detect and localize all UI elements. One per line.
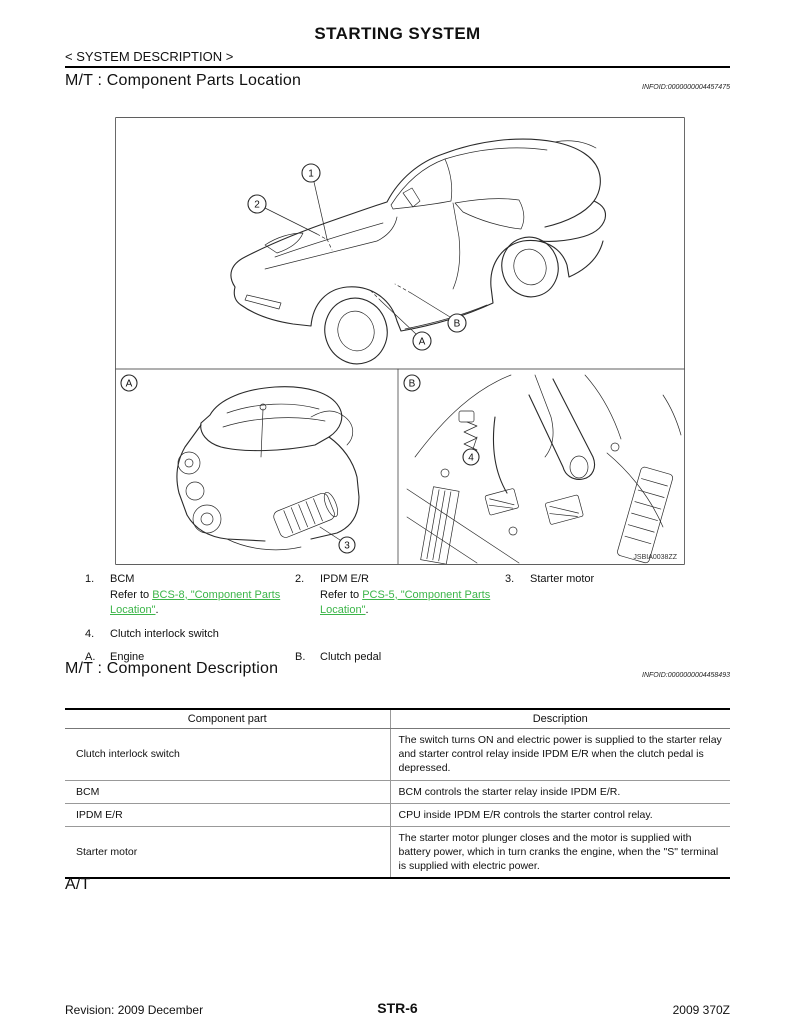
description-cell: The switch turns ON and electric power is supplied to the starter relay and starter control relay inside IPDM E/R when the clutch pedal is depressed. [390, 729, 730, 781]
link-bcs-8-component-parts-location[interactable]: BCS-8, "Component Parts Location" [110, 588, 281, 616]
legend-item-label: Engine [110, 651, 145, 664]
legend-item-clutch-interlock-switch [85, 627, 295, 642]
page-title: STARTING SYSTEM [314, 24, 481, 43]
infoid-component-description: INFOID:0000000004458493 [642, 672, 730, 679]
column-header-component-part: Component part [65, 709, 390, 729]
footer-revision: Revision: 2009 December [65, 1003, 204, 1017]
callout-a-letter: A [418, 336, 426, 348]
table-row [65, 729, 730, 781]
component-part-cell: IPDM E/R [76, 808, 123, 821]
description-cell: BCM controls the starter relay inside IPDM E/R. [390, 780, 730, 803]
legend-item-clutch-pedal [295, 650, 505, 665]
legend-item-number: 1. [85, 573, 95, 585]
table-row [65, 826, 730, 878]
callout-1 [302, 164, 332, 250]
engine-panel-drawing [121, 375, 359, 553]
component-part-cell: BCM [76, 785, 100, 798]
callout-3-number: 3 [344, 540, 350, 552]
callout-2 [248, 195, 326, 239]
legend-item-number: 2. [295, 573, 305, 585]
legend-item-label: Clutch interlock switch [110, 627, 219, 640]
callout-2-number: 2 [254, 199, 260, 211]
legend-item-number: 4. [85, 627, 95, 640]
callout-4-number: 4 [468, 452, 474, 464]
legend-item-label: Clutch pedal [320, 651, 382, 664]
component-part-cell: Clutch interlock switch [76, 748, 180, 761]
refer-suffix: . [365, 603, 369, 616]
panel-a-label: A [125, 378, 133, 390]
legend-item-bcm [85, 572, 295, 618]
section-description-header: < SYSTEM DESCRIPTION > [65, 49, 234, 64]
callout-b-letter: B [453, 318, 461, 330]
refer-suffix: . [155, 603, 159, 616]
infoid-parts-location: INFOID:0000000004457475 [642, 84, 730, 91]
footer-model-year: 2009 370Z [672, 1003, 730, 1017]
heading-mt-component-parts-location: M/T : Component Parts Location [65, 72, 302, 89]
legend-item-number: A. [85, 651, 96, 664]
figure-legend [85, 572, 733, 665]
description-cell: The starter motor plunger closes and the motor is supplied with battery power, which in turn cranks the engine, when the "S" terminal is supplied with electric power. [390, 826, 730, 878]
heading-at: A/T [65, 876, 91, 893]
pedal-panel-drawing [404, 375, 681, 564]
legend-item-starter-motor [505, 572, 733, 618]
legend-item-label: IPDM E/R [320, 573, 369, 585]
header-divider [65, 66, 730, 68]
component-location-figure [115, 117, 685, 565]
figure-image-code: JSBIA0038ZZ [633, 554, 677, 561]
heading-mt-component-description: M/T : Component Description [65, 660, 279, 677]
legend-item-label: Starter motor [530, 573, 595, 585]
callout-4 [463, 437, 479, 465]
table-row [65, 803, 730, 826]
table-header-row [65, 709, 730, 729]
refer-prefix: Refer to [320, 588, 363, 601]
link-pcs-5-component-parts-location[interactable]: PCS-5, "Component Parts Location" [320, 588, 491, 616]
legend-item-ipdm [295, 572, 505, 618]
callout-1-number: 1 [308, 168, 314, 180]
table-row [65, 780, 730, 803]
description-cell: CPU inside IPDM E/R controls the starter control relay. [390, 803, 730, 826]
starter-motor-drawing [272, 490, 341, 540]
component-part-cell: Starter motor [76, 846, 138, 859]
component-description-table [65, 708, 730, 879]
panel-b-label: B [408, 378, 416, 390]
legend-item-number: 3. [505, 573, 515, 585]
callout-3 [320, 527, 355, 553]
footer-page-number: STR-6 [377, 1000, 418, 1016]
legend-item-number: B. [295, 651, 306, 664]
legend-item-label: BCM [110, 573, 135, 585]
refer-prefix: Refer to [110, 588, 153, 601]
figure-line-art [115, 117, 685, 565]
column-header-description: Description [390, 709, 730, 729]
